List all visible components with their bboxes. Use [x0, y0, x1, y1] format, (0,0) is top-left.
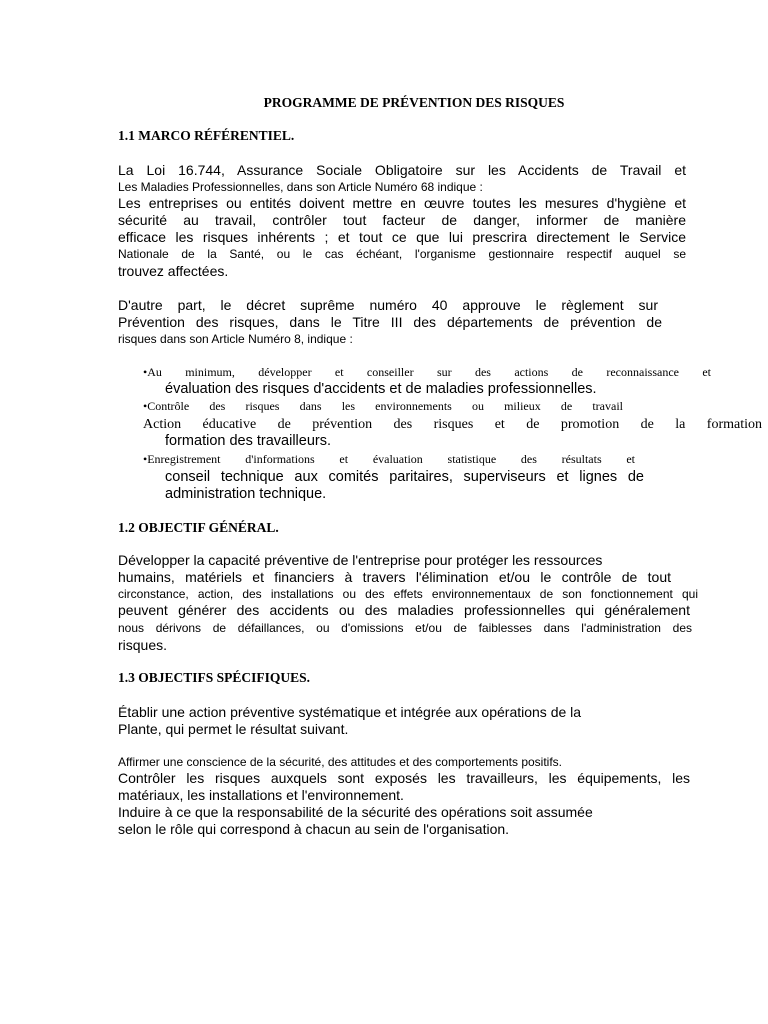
bullet-item: •Enregistrement d'informations et évaluation statistique des résultats et — [143, 452, 635, 466]
text-line: D'autre part, le décret suprême numéro 40 approuve le règlement sur — [118, 297, 658, 313]
section-heading-1-1: 1.1 MARCO RÉFÉRENTIEL. — [118, 128, 295, 143]
text-line: selon le rôle qui correspond à chacun au sein de l'organisation. — [118, 821, 510, 837]
bullet-item: •Au minimum, développer et conseiller sur des actions de reconnaissance et — [143, 365, 711, 379]
text-line: La Loi 16.744, Assurance Sociale Obligatoire sur les Accidents de Travail et — [118, 162, 686, 178]
text-line: efficace les risques inhérents ; et tout ce que lui prescrira directement le Service — [118, 229, 686, 245]
bullet-continuation: évaluation des risques d'accidents et de maladies professionnelles. — [165, 381, 597, 397]
text-line: Les Maladies Professionnelles, dans son Article Numéro 68 indique : — [118, 180, 483, 194]
text-line: Développer la capacité préventive de l'entreprise pour protéger les ressources — [118, 552, 603, 568]
bullet-continuation: administration technique. — [165, 486, 327, 502]
text-line: Prévention des risques, dans le Titre III des départements de prévention de — [118, 314, 662, 330]
text-line: sécurité au travail, contrôler tout facteur de danger, informer de manière — [118, 212, 686, 228]
text-line: Contrôler les risques auxquels sont exposés les travailleurs, les équipements, les — [118, 770, 690, 786]
section-heading-1-3: 1.3 OBJECTIFS SPÉCIFIQUES. — [118, 670, 311, 685]
bullet-continuation: conseil technique aux comités paritaires, superviseurs et lignes de — [165, 469, 644, 485]
text-line: risques dans son Article Numéro 8, indique : — [118, 332, 353, 346]
bullet-item: Action éducative de prévention des risques et de promotion de la formation — [143, 417, 762, 432]
bullet-item: •Contrôle des risques dans les environnements ou milieux de travail — [143, 399, 623, 413]
text-line: Induire à ce que la responsabilité de la sécurité des opérations soit assumée — [118, 804, 593, 820]
text-line: Nationale de la Santé, ou le cas échéant, l'organisme gestionnaire respectif auquel se — [118, 247, 686, 261]
text-line: Établir une action préventive systématique et intégrée aux opérations de la — [118, 704, 582, 720]
text-line: Les entreprises ou entités doivent mettre en œuvre toutes les mesures d'hygiène et — [118, 195, 686, 211]
text-line: risques. — [118, 637, 168, 653]
page-title: PROGRAMME DE PRÉVENTION DES RISQUES — [263, 95, 565, 110]
text-line: nous dérivons de défaillances, ou d'omissions et/ou de faiblesses dans l'administration des — [118, 621, 692, 635]
text-line: circonstance, action, des installations ou des effets environnementaux de son fonctionnement qui — [118, 587, 698, 601]
text-line: Plante, qui permet le résultat suivant. — [118, 721, 349, 737]
text-line: trouvez affectées. — [118, 263, 229, 279]
text-line: matériaux, les installations et l'environnement. — [118, 787, 404, 803]
text-line: humains, matériels et financiers à travers l'élimination et/ou le contrôle de tout — [118, 569, 671, 585]
text-line: peuvent générer des accidents ou des maladies professionnelles qui généralement — [118, 602, 690, 618]
bullet-continuation: formation des travailleurs. — [165, 433, 332, 449]
text-line: Affirmer une conscience de la sécurité, des attitudes et des comportements positifs. — [118, 755, 562, 769]
section-heading-1-2: 1.2 OBJECTIF GÉNÉRAL. — [118, 520, 279, 535]
